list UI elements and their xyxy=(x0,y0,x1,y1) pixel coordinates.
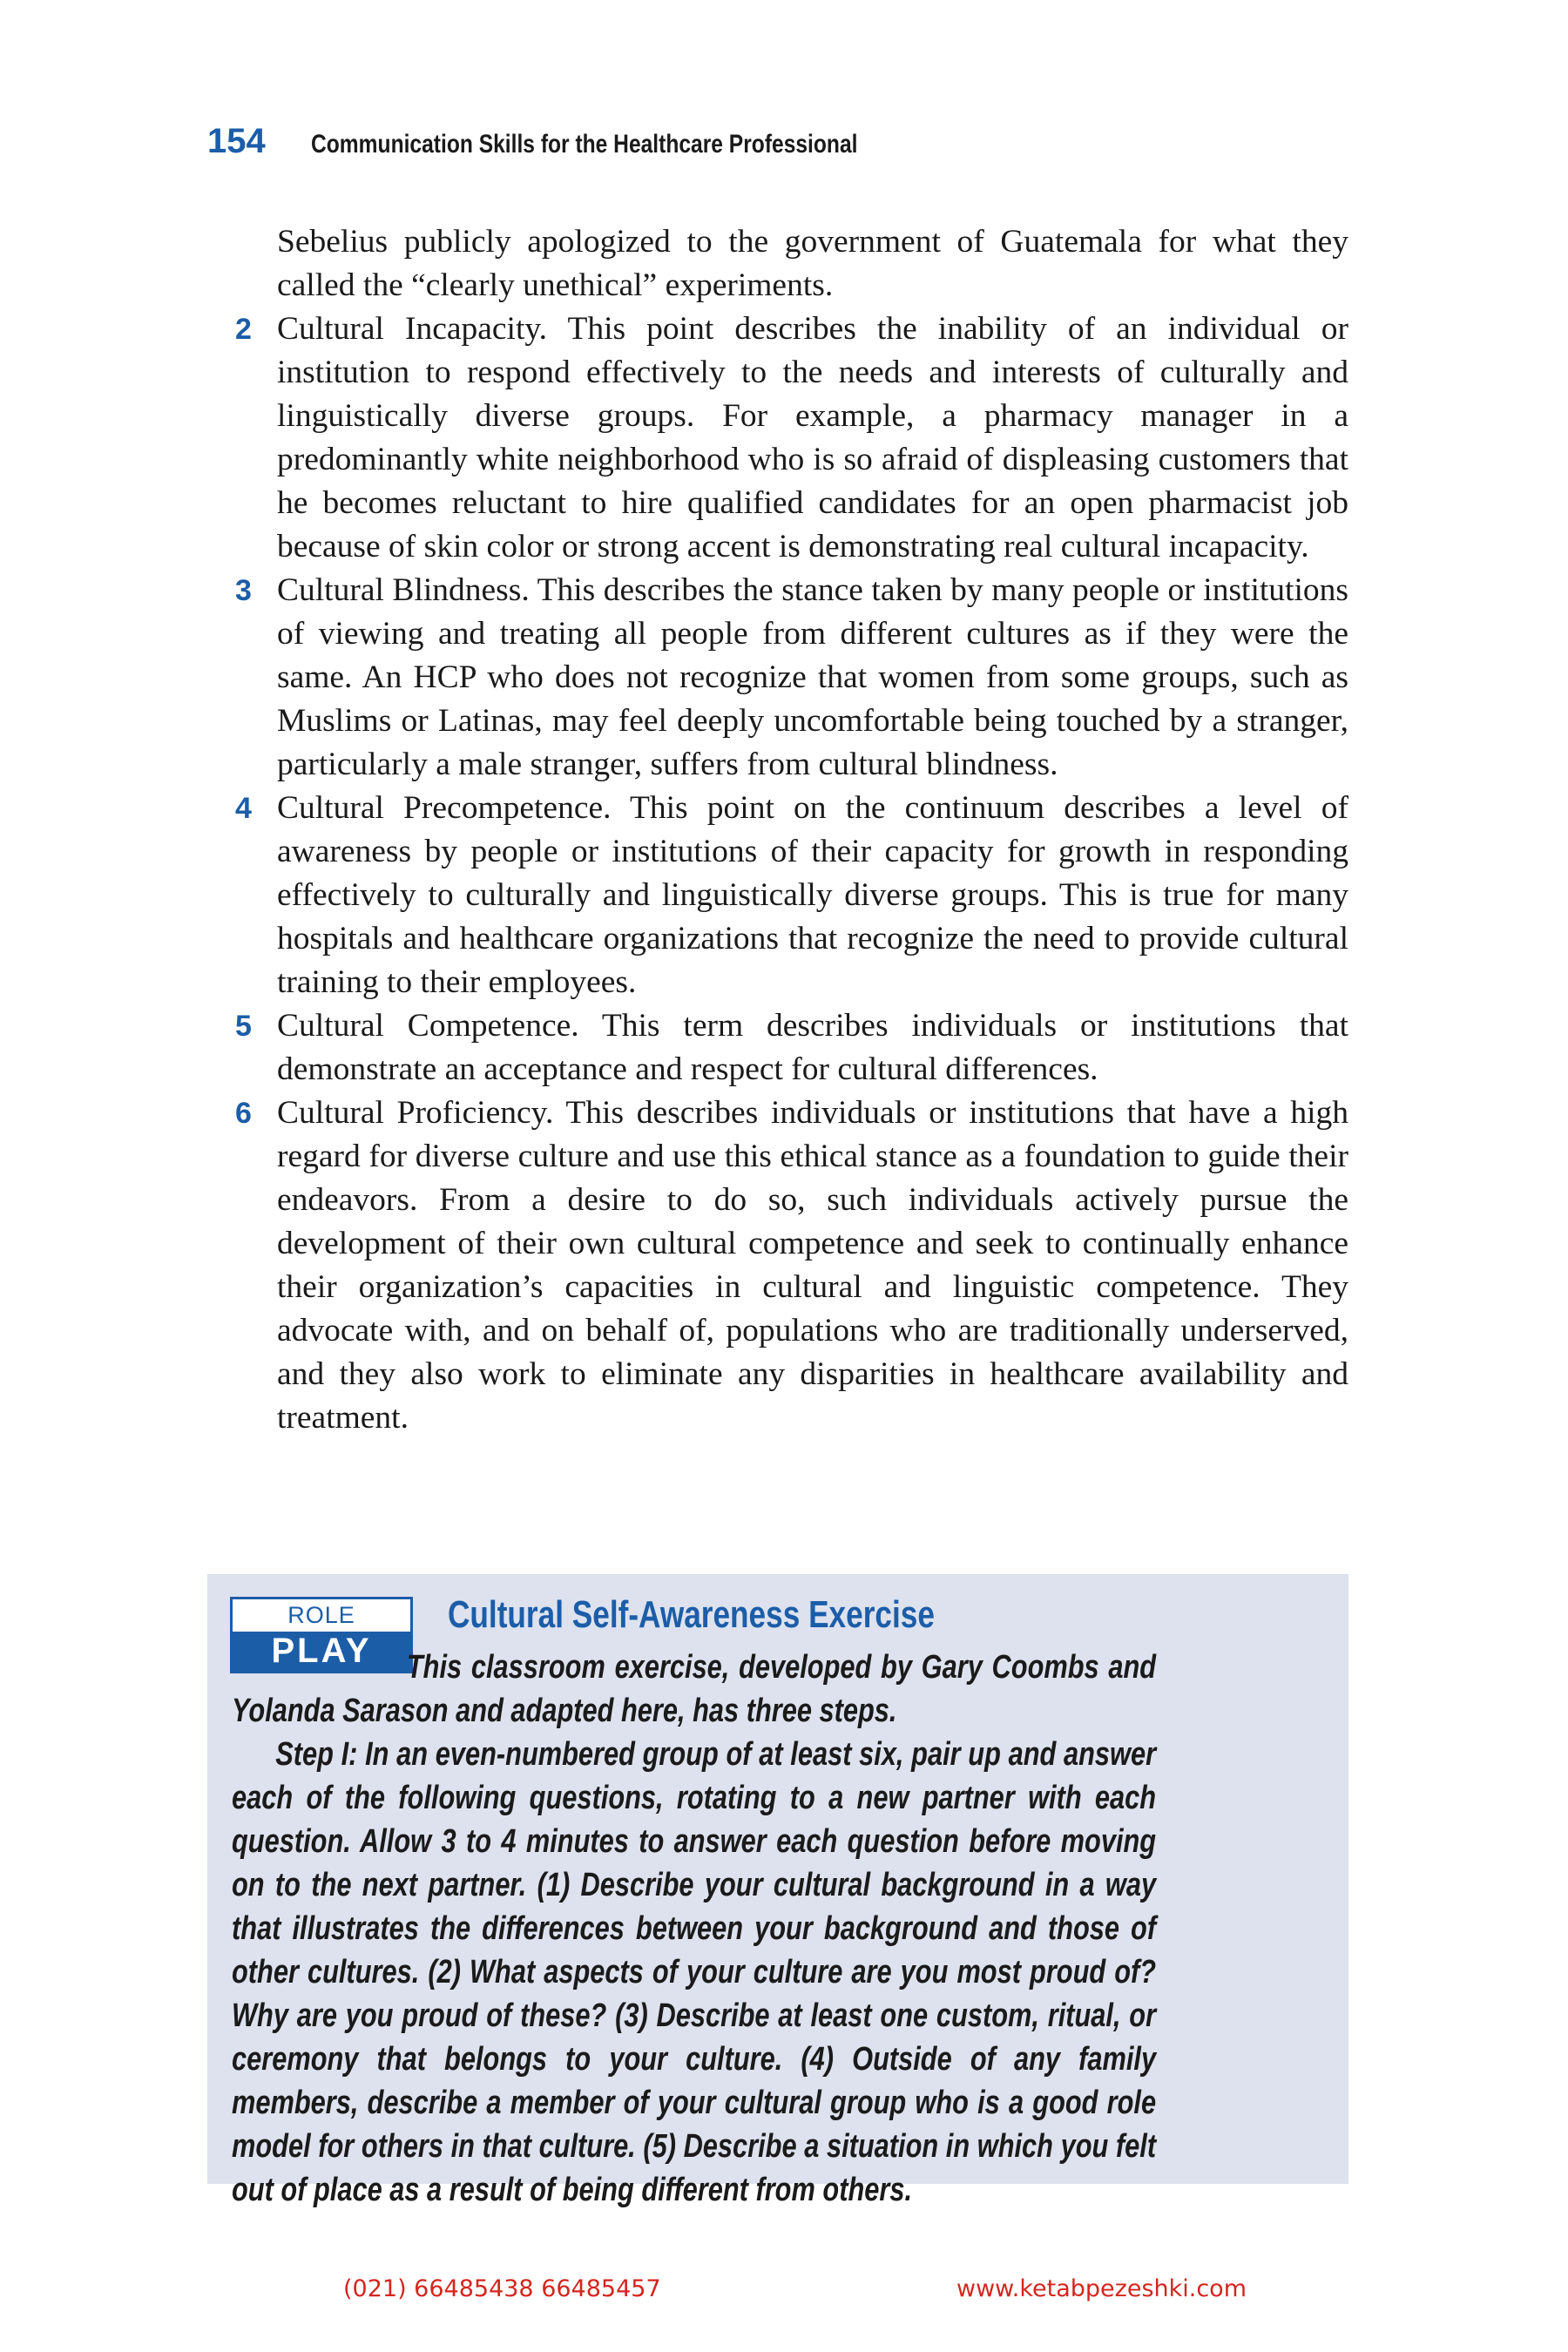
footer-url[interactable]: www.ketabpezeshki.com xyxy=(956,2275,1247,2302)
list-item xyxy=(235,308,1348,569)
badge-play-label: PLAY xyxy=(233,1632,410,1671)
list-number: 2 xyxy=(235,313,252,346)
list-text: Cultural Proficiency. This describes individuals or institutions that have a high regard for diverse culture and use this ethical stance as a foundation to guide their endeavors. From a desire to do so, such individuals actively pursue the development of their own cultural competence and seek to continually enhance their organization’s capacities in cultural and linguistic competence. They advocate with, and on behalf of, populations who are traditionally underserved, and they also work to eliminate any disparities in healthcare availability and treatment. xyxy=(277,1095,1348,1436)
list-item xyxy=(235,1092,1348,1440)
role-play-text xyxy=(232,1646,1156,2212)
list-item xyxy=(235,1004,1348,1092)
list-text: Cultural Blindness. This describes the stance taken by many people or institutions of viewing and treating all people from different cultures as if they were the same. An HCP who does not recognize that women from some groups, such as Muslims or Latinas, may feel deeply uncomfortable being touched by a stranger, particularly a male stranger, suffers from cultural blindness. xyxy=(277,572,1348,782)
list-number: 3 xyxy=(235,574,252,607)
running-header xyxy=(207,122,1340,174)
list-number: 4 xyxy=(235,792,252,825)
badge-role-label: ROLE xyxy=(287,1602,355,1628)
list-text: Cultural Competence. This term describes individuals or institutions that demonstrate an acceptance and respect for cultural differences. xyxy=(277,1008,1348,1087)
body-text xyxy=(235,220,1348,1440)
list-text: Cultural Precompetence. This point on the continuum describes a level of awareness by people or institutions of their capacity for growth in responding effectively to culturally and linguistically diverse groups. This is true for many hospitals and healthcare organizations that recognize the need to provide cultural training to their employees. xyxy=(277,790,1348,1000)
continuation-paragraph: Sebelius publicly apologized to the government of Guatemala for what they called the “clearly unethical” experiments. xyxy=(277,224,1348,303)
role-play-step-1: Step I: In an even-numbered group of at least six, pair up and answer each of the following questions, rotating to a new partner with each question. Allow 3 to 4 minutes to answer each question before moving on to the next partner. (1) Describe your cultural background in a way that illustrates the differences between your background and those of other cultures. (2) What aspects of your culture are you most proud of? Why are you proud of these? (3) Describe at least one custom, ritual, or ceremony that belongs to your culture. (4) Outside of any family members, describe a member of your cultural group who is a good role model for others in that culture. (5) Describe a situation in which you felt out of place as a result of being different from others. xyxy=(232,1736,1157,2208)
list-text: Cultural Incapacity. This point describes the inability of an individual or institution to respond effectively to the needs and interests of culturally and linguistically diverse groups. For example, a pharmacy manager in a predominantly white neighborhood who is so afraid of displeasing customers that he becomes reluctant to hire qualified candidates for an open pharmacist job because of skin color or strong accent is demonstrating real cultural incapacity. xyxy=(277,311,1348,564)
footer-phone: (021) 66485438 66485457 xyxy=(343,2275,661,2302)
role-play-box xyxy=(207,1574,1348,2208)
page-number: 154 xyxy=(207,122,266,160)
list-number: 5 xyxy=(235,1010,252,1043)
list-number: 6 xyxy=(235,1097,252,1130)
page-footer xyxy=(0,2275,1568,2310)
role-play-intro: This classroom exercise, developed by Gary Coombs and Yolanda Sarason and adapted here, has three steps. xyxy=(232,1649,1157,1729)
list-item xyxy=(235,569,1348,787)
running-title: Communication Skills for the Healthcare Professional xyxy=(310,130,858,159)
list-item xyxy=(235,787,1348,1004)
role-play-title: Cultural Self-Awareness Exercise xyxy=(448,1593,935,1636)
